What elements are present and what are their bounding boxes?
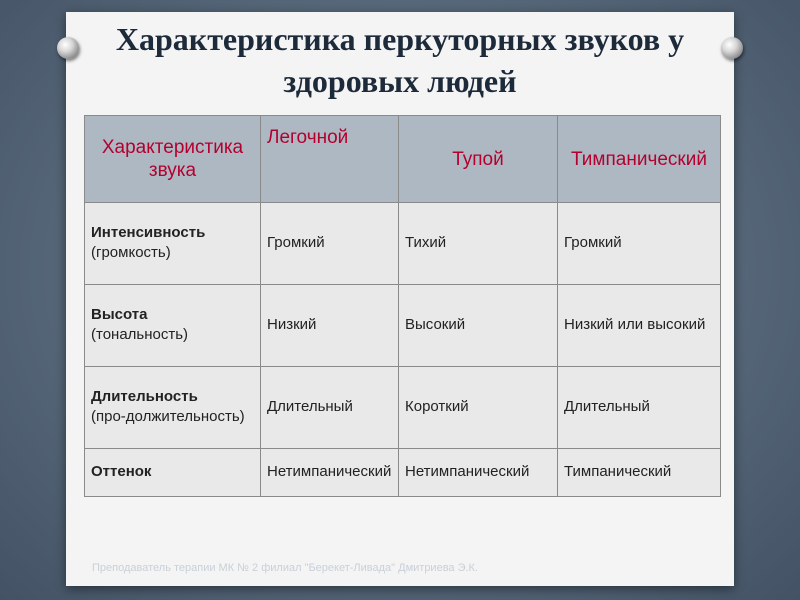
table-cell: Громкий	[558, 203, 721, 285]
pushpin-right-icon	[721, 37, 743, 59]
header-pulmonary: Легочной	[261, 116, 399, 203]
percussion-sounds-table	[84, 115, 721, 497]
table-cell: Высокий	[399, 284, 558, 366]
row-label-intensity	[85, 203, 261, 285]
table-cell: Нетимпанический	[261, 448, 399, 496]
row-label-note: (громкость)	[91, 244, 171, 262]
table-cell: Низкий	[261, 284, 399, 366]
row-label-pitch	[85, 284, 261, 366]
row-label-duration	[85, 366, 261, 448]
table-row	[85, 203, 721, 285]
header-dull: Тупой	[399, 116, 558, 203]
table-cell: Длительный	[261, 366, 399, 448]
row-label-bold: Интенсивность	[91, 224, 206, 242]
pushpin-left-icon	[57, 37, 79, 59]
table-row	[85, 448, 721, 496]
row-label-timbre	[85, 448, 261, 496]
slide-footer: Преподаватель терапии МК № 2 филиал "Берекет-Ливада" Дмитриева Э.К.	[92, 562, 479, 574]
table-row	[85, 284, 721, 366]
slide-title: Характеристика перкуторных звуков у здоровых людей	[115, 21, 685, 99]
table-cell: Низкий или высокий	[558, 284, 721, 366]
row-label-bold: Оттенок	[91, 463, 152, 481]
table-cell: Длительный	[558, 366, 721, 448]
table-cell: Нетимпанический	[399, 448, 558, 496]
table-cell: Тихий	[399, 203, 558, 285]
table-cell: Громкий	[261, 203, 399, 285]
table-cell: Короткий	[399, 366, 558, 448]
header-tympanic: Тимпанический	[558, 116, 721, 203]
table-row	[85, 366, 721, 448]
row-label-bold: Высота	[91, 306, 148, 324]
table-header-row	[85, 116, 721, 203]
row-label-note: (про-должительность)	[91, 408, 245, 426]
table-cell: Тимпанический	[558, 448, 721, 496]
header-sound-characteristic: Характеристика звука	[85, 116, 261, 203]
row-label-bold: Длительность	[91, 388, 198, 406]
row-label-note: (тональность)	[91, 326, 189, 344]
